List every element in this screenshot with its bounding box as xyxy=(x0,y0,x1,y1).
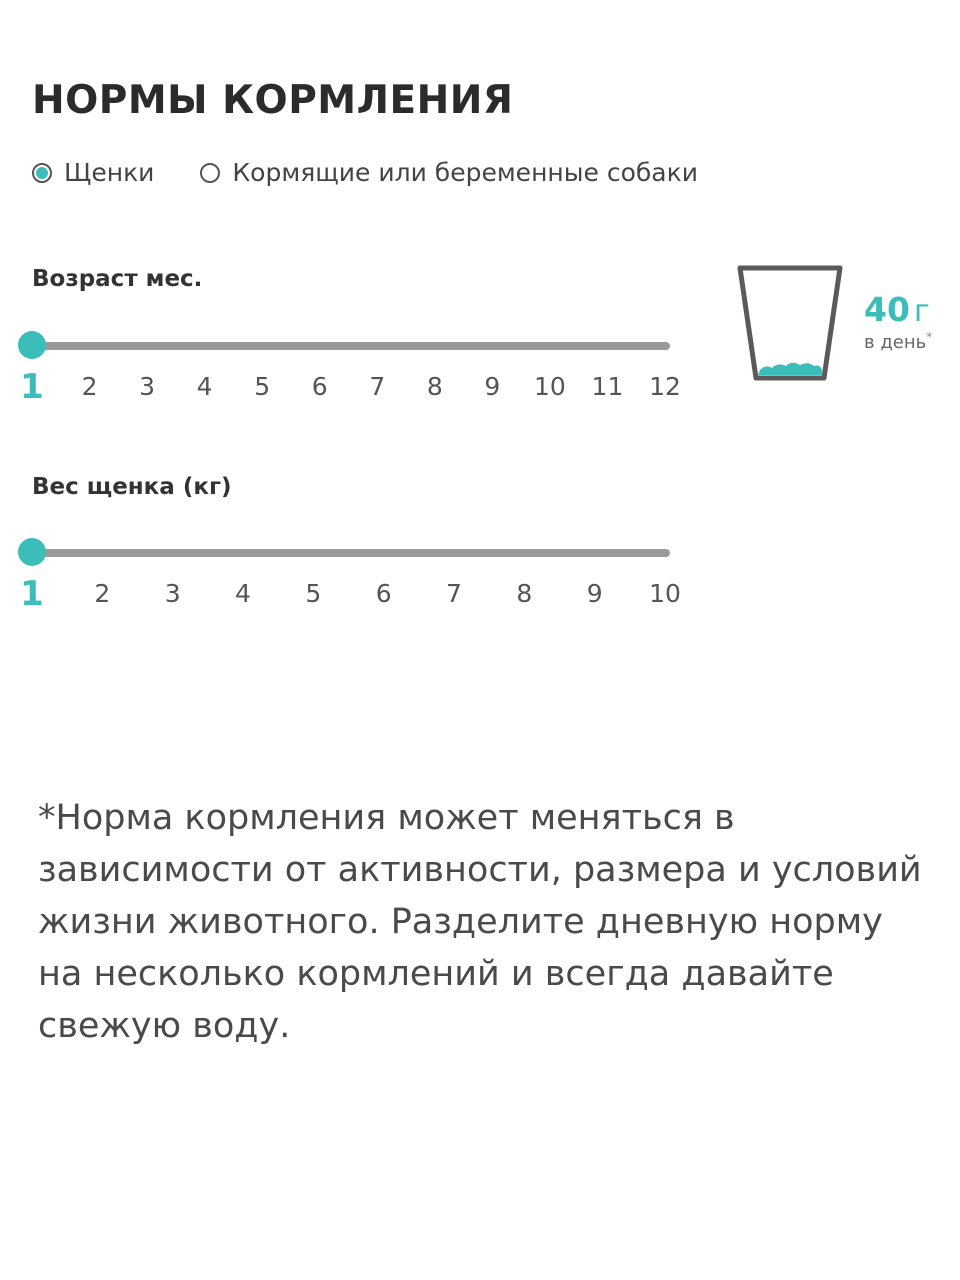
slider-tick[interactable]: 5 xyxy=(305,579,322,608)
slider-tick[interactable]: 9 xyxy=(586,579,603,608)
age-slider[interactable] xyxy=(20,331,670,361)
footnote-mark: * xyxy=(926,330,933,344)
daily-amount xyxy=(864,290,930,329)
weight-slider[interactable] xyxy=(20,538,670,568)
age-slider-label: Возраст мес. xyxy=(32,266,203,292)
weight-slider-thumb[interactable] xyxy=(18,538,46,566)
per-day-label xyxy=(864,330,932,353)
page-title: НОРМЫ КОРМЛЕНИЯ xyxy=(32,78,514,123)
slider-tick[interactable]: 4 xyxy=(196,372,213,401)
radio-label-puppies: Щенки xyxy=(64,158,155,187)
slider-tick[interactable]: 2 xyxy=(94,579,111,608)
radio-puppies[interactable] xyxy=(32,158,154,187)
per-day-text: в день xyxy=(864,332,927,353)
slider-tick[interactable]: 6 xyxy=(311,372,328,401)
feeding-mode-selector xyxy=(32,158,698,187)
slider-tick[interactable]: 3 xyxy=(139,372,156,401)
radio-checked-icon xyxy=(32,163,52,183)
weight-slider-track[interactable] xyxy=(32,549,670,557)
slider-tick[interactable]: 12 xyxy=(649,372,681,401)
radio-unchecked-icon xyxy=(200,163,220,183)
slider-tick[interactable]: 6 xyxy=(375,579,392,608)
age-slider-thumb[interactable] xyxy=(18,331,46,359)
daily-amount-unit: г xyxy=(913,294,930,329)
slider-tick[interactable]: 10 xyxy=(649,579,681,608)
weight-slider-label: Вес щенка (кг) xyxy=(32,474,232,500)
slider-tick[interactable]: 7 xyxy=(369,372,386,401)
slider-tick[interactable]: 7 xyxy=(446,579,462,608)
slider-tick[interactable]: 9 xyxy=(484,372,501,401)
slider-tick[interactable]: 1 xyxy=(20,367,44,407)
food-cup-icon xyxy=(736,262,846,388)
slider-tick[interactable]: 8 xyxy=(516,579,533,608)
radio-nursing-pregnant[interactable] xyxy=(200,158,698,187)
slider-tick[interactable]: 3 xyxy=(164,579,181,608)
slider-tick[interactable]: 8 xyxy=(426,372,443,401)
slider-tick[interactable]: 4 xyxy=(235,579,251,608)
slider-tick[interactable]: 10 xyxy=(534,372,566,401)
slider-tick[interactable]: 11 xyxy=(591,372,624,401)
slider-tick[interactable]: 1 xyxy=(20,574,44,614)
radio-label-nursing-pregnant: Кормящие или беременные собаки xyxy=(232,158,698,187)
slider-tick[interactable]: 2 xyxy=(81,372,98,401)
feeding-note: *Норма кормления может меняться в зависимости от активности, размера и условий жизни животного. Разделите дневную норму на несколько кормлений и всегда давайте свежую воду. xyxy=(38,798,922,1046)
slider-tick[interactable]: 5 xyxy=(254,372,271,401)
age-slider-track[interactable] xyxy=(32,342,670,350)
daily-amount-value: 40 xyxy=(864,290,910,329)
